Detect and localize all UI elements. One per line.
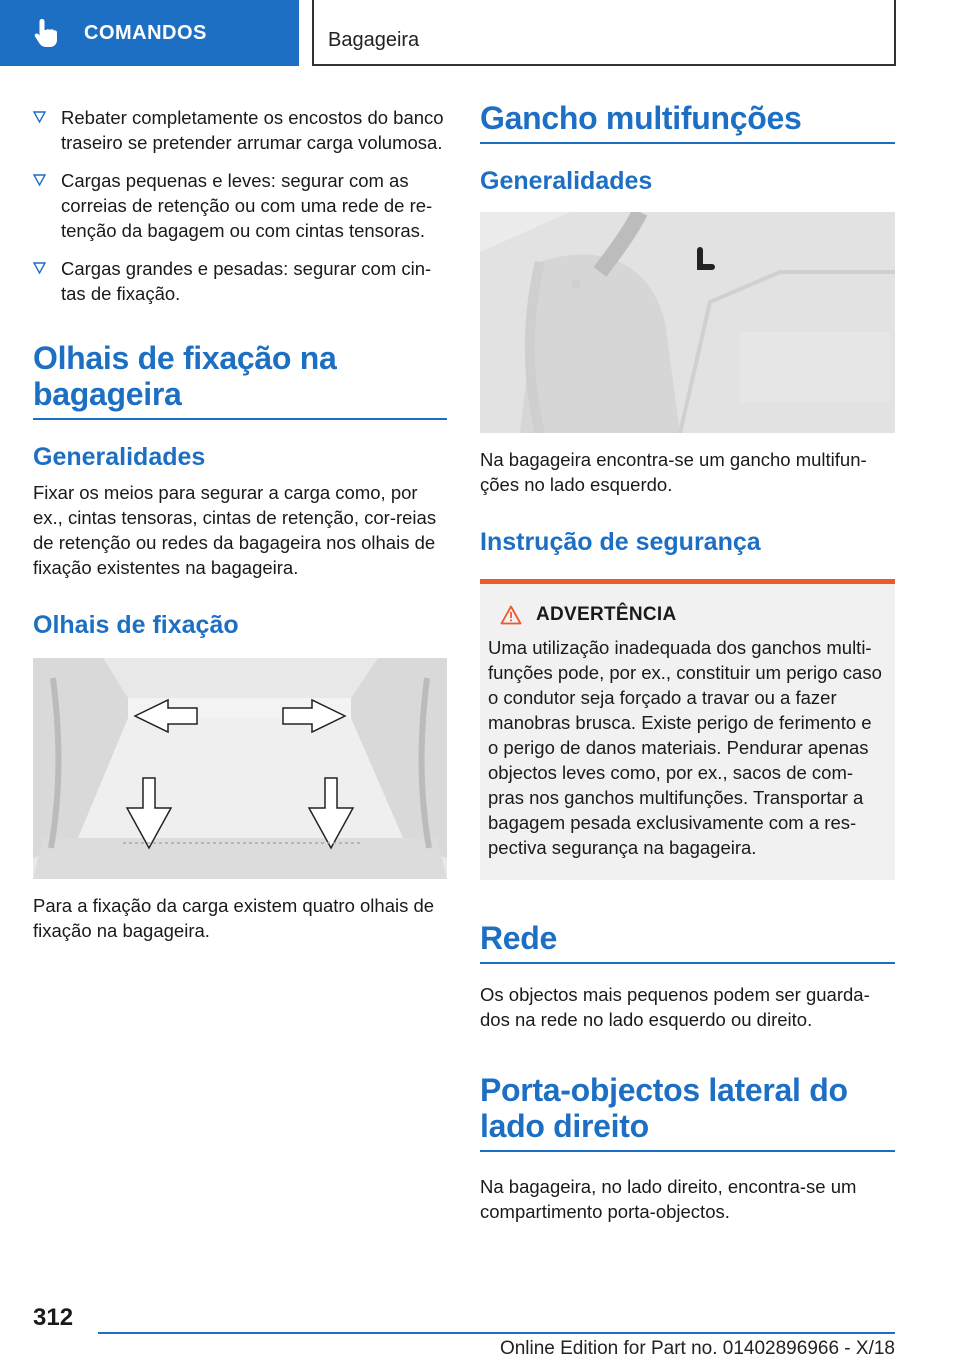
figure-caption: Para a fixação da carga existem quatro olhais de fixação na bagageira. [33, 895, 435, 941]
paragraph: Na bagageira, no lado direito, encontra-se um compartimento porta-objectos. [480, 1176, 857, 1222]
section-title: Porta-objectos lateral do lado direito [480, 1072, 895, 1152]
warning-header [488, 604, 885, 626]
paragraph: Fixar os meios para segurar a carga como, por ex., cintas tensoras, cintas de retenção, cor-reias de retenção ou redes da bagageira nos olhais de fixação existentes na bagageira. [33, 482, 437, 578]
section-tab[interactable] [0, 0, 299, 66]
paragraph: Os objectos mais pequenos podem ser guarda-dos na rede no lado esquerdo ou direito. [480, 984, 870, 1030]
bullet-list [33, 105, 447, 306]
triangle-bullet-icon [33, 174, 46, 186]
section-tab-label: COMANDOS [84, 21, 207, 44]
breadcrumb [312, 0, 896, 66]
right-column [480, 100, 895, 1224]
footer-divider [98, 1332, 895, 1334]
multifunction-hook-illustration [480, 212, 895, 433]
breadcrumb-label: Bagageira [328, 29, 420, 51]
list-item [33, 256, 447, 306]
figure-caption: Na bagageira encontra-se um gancho multifun-ções no lado esquerdo. [480, 449, 867, 495]
subsection-heading: Generalidades [33, 443, 206, 471]
edition-note: Online Edition for Part no. 01402896966 - X/18 [499, 1338, 895, 1359]
bullet-text: Cargas grandes e pesadas: segurar com cin-tas de fixação. [61, 258, 432, 304]
left-column [33, 105, 447, 943]
triangle-bullet-icon [33, 262, 46, 274]
list-item [33, 105, 447, 155]
section-title: Gancho multifunções [480, 100, 895, 144]
trunk-anchors-illustration [33, 658, 447, 879]
subsection-heading: Generalidades [480, 167, 653, 195]
page-number: 312 [33, 1304, 74, 1331]
warning-triangle-icon [500, 605, 522, 625]
pointing-hand-icon [30, 16, 64, 50]
section-title: Rede [480, 920, 895, 964]
subsection-heading: Instrução de segurança [480, 528, 761, 556]
warning-title: ADVERTÊNCIA [536, 604, 677, 625]
list-item [33, 168, 447, 243]
subsection-heading: Olhais de fixação [33, 611, 239, 639]
bullet-text: Cargas pequenas e leves: segurar com as correias de retenção ou com uma rede de re-tenção da bagagem ou com cintas tensoras. [61, 170, 433, 241]
triangle-bullet-icon [33, 111, 46, 123]
warning-text: Uma utilização inadequada dos ganchos multi-funções pode, por ex., constituir um perigo caso o condutor seja forçado a travar ou a fazer manobras brusca. Existe perigo de ferimento e o perigo de danos materiais. Pendurar apenas objectos leves como, por ex., sacos de com-pras nos ganchos multifunções. Transportar a bagagem pesada exclusivamente com a res-pectiva segurança na bagageira. [488, 637, 882, 858]
bullet-text: Rebater completamente os encostos do banco traseiro se pretender arrumar carga volumosa. [61, 107, 444, 153]
warning-box [480, 579, 895, 880]
section-title: Olhais de fixação na bagageira [33, 340, 447, 420]
